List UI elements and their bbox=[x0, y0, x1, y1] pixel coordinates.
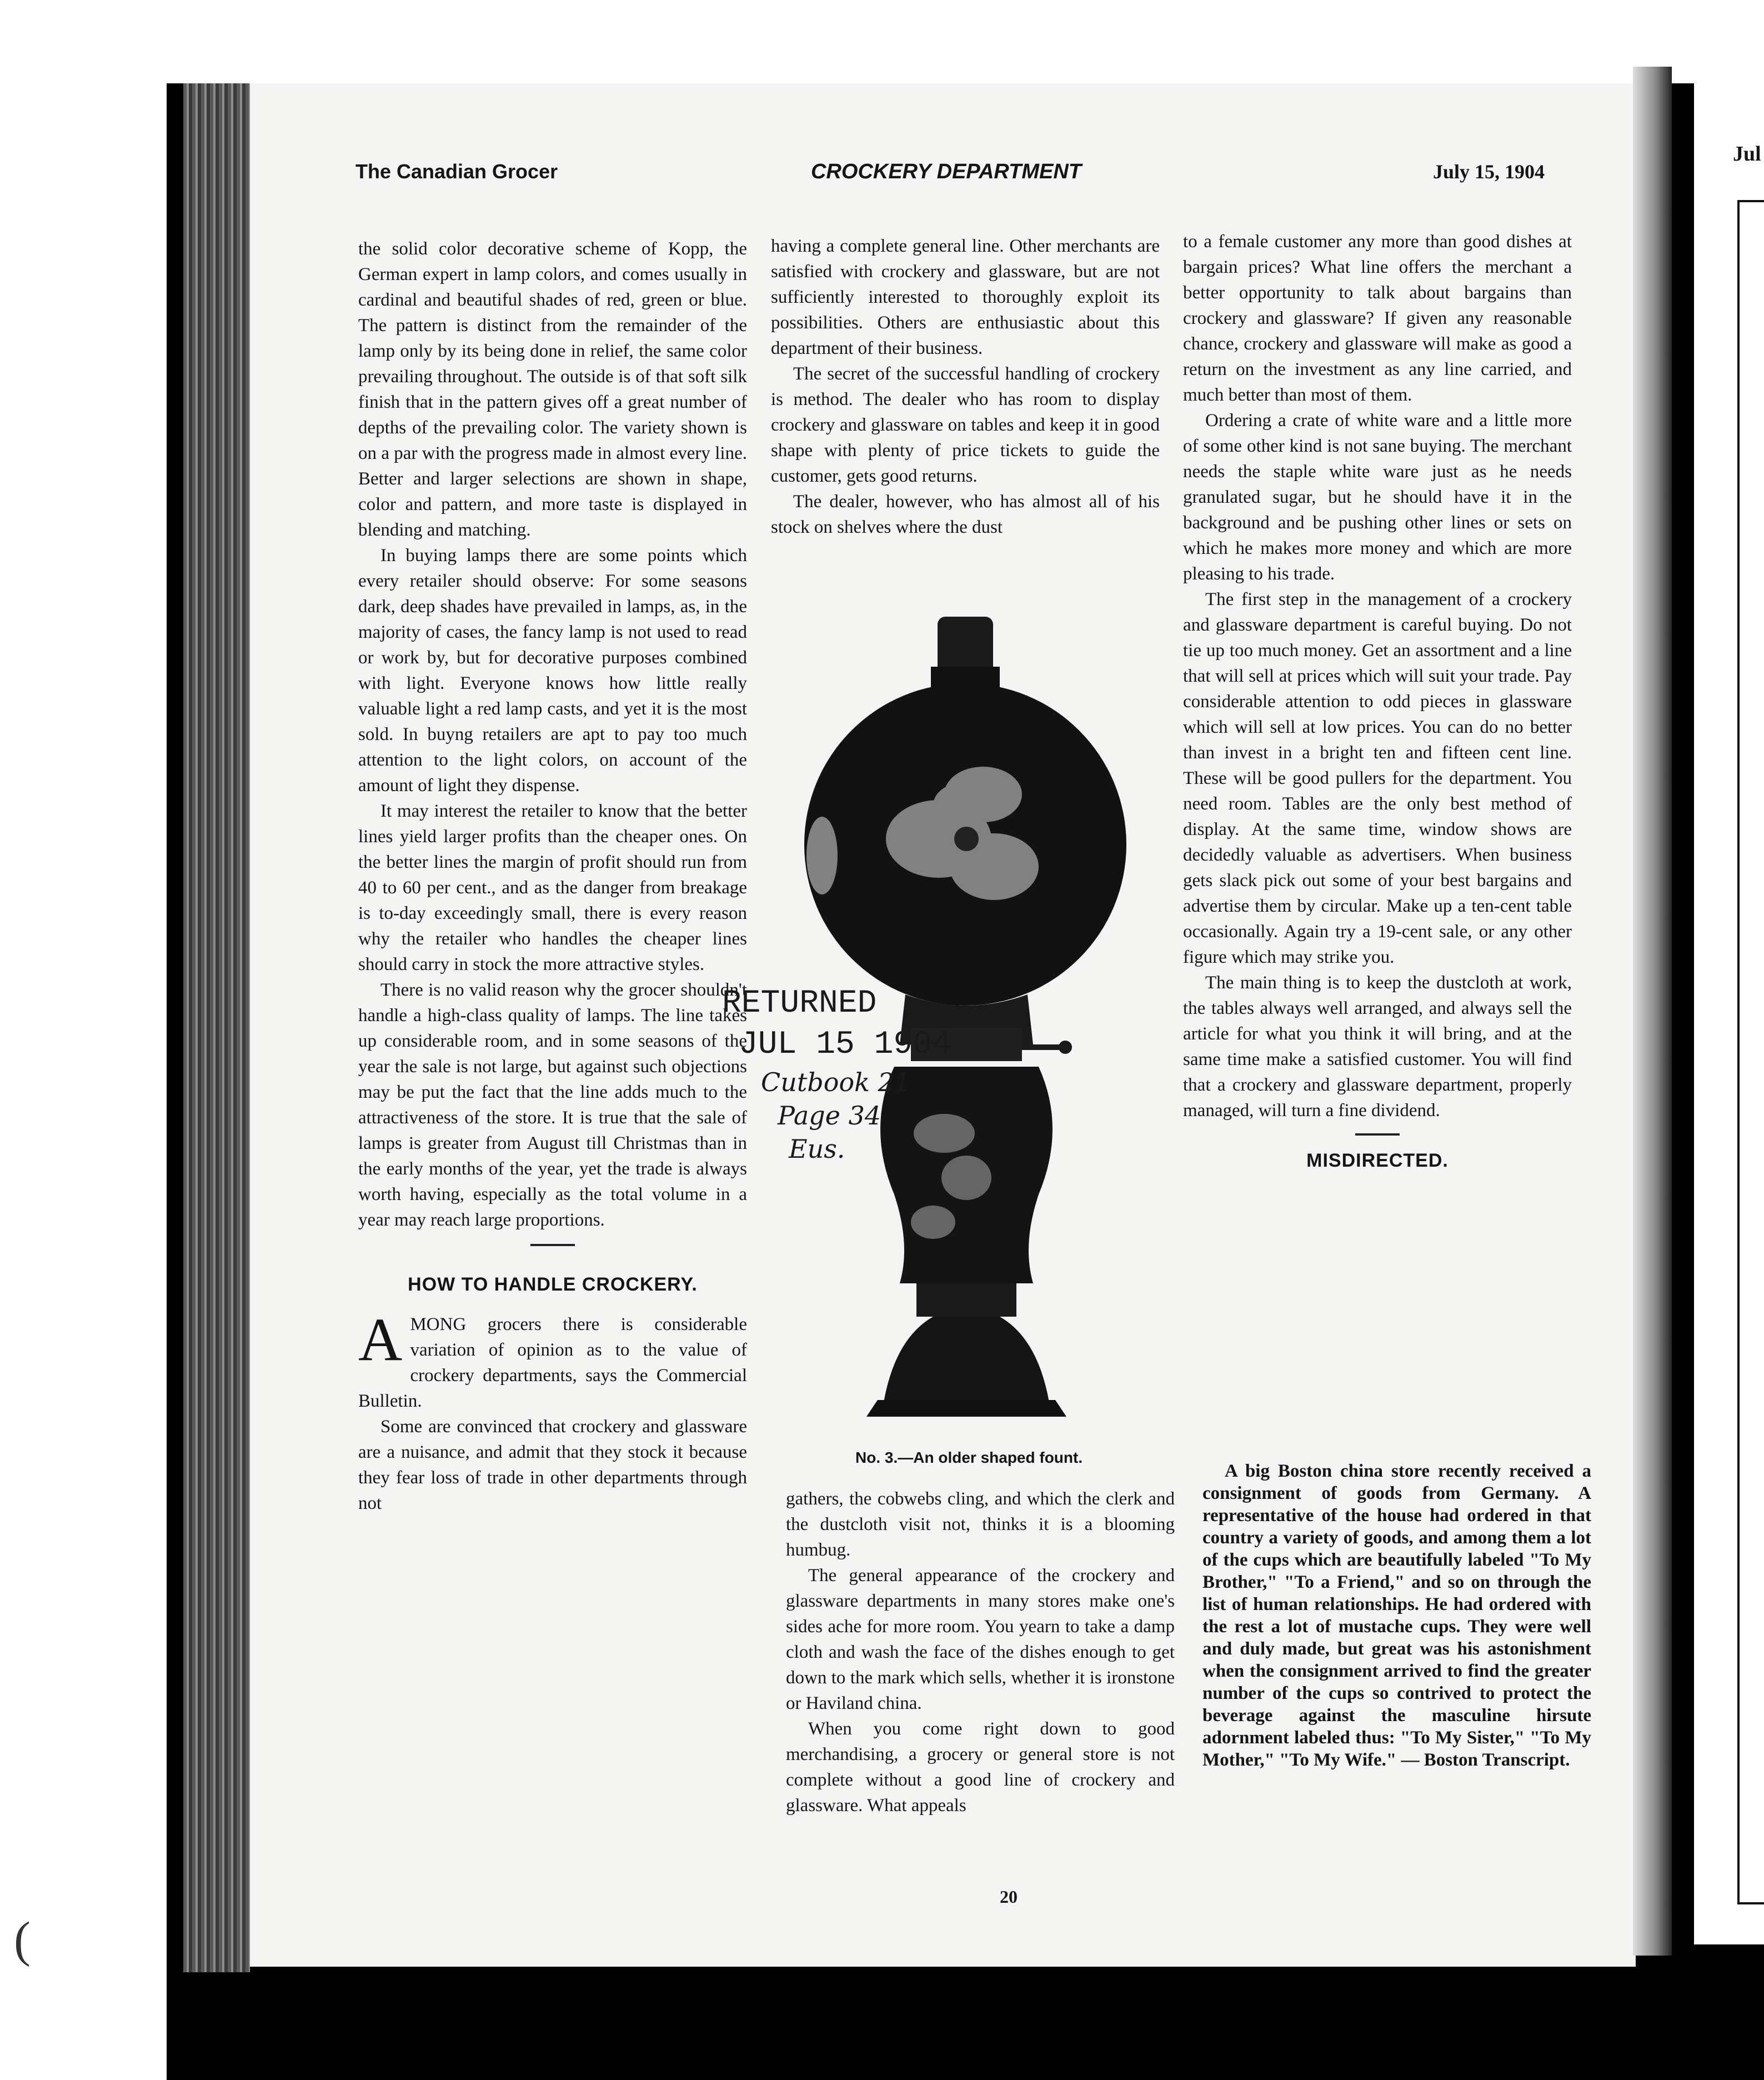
paragraph: It may interest the retailer to know that the better lines yield larger profits than the cheaper ones. On the better lines the margin of profit should run from 40 to 60 per cent., and as the danger from breakage is to-day exceedingly small, there is every reason why the retailer who handles the cheaper lines should carry in stock the more attractive styles. bbox=[358, 801, 747, 974]
paragraph: The secret of the successful handling of crockery is method. The dealer who has room to display crockery and glassware on tables and keep it in good shape with plenty of price tickets to guide the customer, gets good returns. bbox=[771, 364, 1160, 486]
middle-column-bottom bbox=[786, 1486, 1175, 1818]
paragraph: The general appearance of the crockery and glassware departments in many stores make one's sides ache for more room. You yearn to take a damp cloth and wash the face of the dishes enough to get down to the mark which sells, whether it is ironstone or Haviland china. bbox=[786, 1566, 1175, 1713]
paragraph: A big Boston china store recently received a consignment of goods from Germany. A representative of the house had ordered in that country a variety of goods, and among them a lot of the cups which are beautifully labeled "To My Brother," "To a Friend," and so on through the list of human relationships. He had ordered with the rest a lot of mustache cups. They were well and duly made, but great was his astonishment when the consignment arrived to find the greater number of the cups so contrived to protect the beverage against the masculine hirsute adornment labeled thus: "To My Sister," "To My Mother," "To My Wife." — Boston Transcript. bbox=[1202, 1461, 1591, 1770]
paragraph: gathers, the cobwebs cling, and which the clerk and the dustcloth visit not, thinks it is a blooming humbug. bbox=[786, 1489, 1175, 1560]
handwritten-note: Eus. bbox=[789, 1134, 845, 1164]
section-title: CROCKERY DEPARTMENT bbox=[811, 160, 1082, 183]
scan-bracket-mark: ( bbox=[14, 1912, 31, 1967]
middle-column-top bbox=[771, 233, 1160, 540]
paragraph: The dealer, however, who has almost all of his stock on shelves where the dust bbox=[771, 492, 1160, 537]
next-page-fragment: Jul bbox=[1733, 142, 1761, 166]
stamp-returned: RETURNED bbox=[722, 986, 877, 1022]
publication-name: The Canadian Grocer bbox=[355, 160, 558, 183]
paragraph: to a female customer any more than good dishes at bargain prices? What line offers the merchant a better opportunity to talk about bargains than crockery and glassware? If given any reasonable chance, crockery and glassware will make as good a return on the investment as any line carried, and much better than most of them. bbox=[1183, 232, 1572, 405]
article-heading: HOW TO HANDLE CROCKERY. bbox=[408, 1274, 698, 1295]
paragraph: AMONG grocers there is considerable variation of opinion as to the value of crockery departments, says the Commercial Bulletin. bbox=[358, 1306, 747, 1411]
paragraph: having a complete general line. Other merchants are satisfied with crockery and glassware, but are not sufficiently interested to thoroughly exploit its possibilities. Others are enthusiastic about this department of their business. bbox=[771, 236, 1160, 358]
stamp-date: JUL 15 1904 bbox=[739, 1027, 951, 1063]
paragraph: There is no valid reason why the grocer shouldn't handle a high-class quality of lamps. The line takes up considerable room, and in some seasons of the year the sale is not large, but against such objections may be put the fact that the line adds much to the attractiveness of the store. It is true that the sale of lamps is greater from August till Christmas than in the early months of the year, yet the trade is always worth having, especially as the total volume in a year may reach large proportions. bbox=[358, 980, 747, 1230]
handwritten-note: Cutbook 21 bbox=[761, 1067, 911, 1097]
issue-date: July 15, 1904 bbox=[1433, 161, 1545, 183]
section-divider bbox=[1355, 1133, 1400, 1136]
drop-cap: A bbox=[358, 1306, 403, 1373]
book-spine bbox=[183, 83, 250, 1972]
page-number: 20 bbox=[1000, 1887, 1018, 1907]
next-page-frame bbox=[1737, 200, 1764, 1904]
paragraph: Ordering a crate of white ware and a little more of some other kind is not sane buying. The merchant needs the staple white ware just as he needs granulated sugar, but he should have it in the background and be pushing other lines or sets on which he makes more money and which are more pleasing to his trade. bbox=[1183, 411, 1572, 584]
paragraph: The main thing is to keep the dustcloth at work, the tables always well arranged, and always sell the article for what you think it will bring, and at the same time make a satisfied customer. You will find that a crockery and glassware department, properly managed, will turn a fine dividend. bbox=[1183, 973, 1572, 1121]
paragraph: The first step in the management of a crockery and glassware department is careful buying. Do not tie up too much money. Get an assortment and a line that will sell at prices which will suit your trade. Pay considerable attention to odd pieces in glassware which will sell at low prices. You can do no better than invest in a bright ten and fifteen cent line. These will be good pullers for the department. You need room. Tables are the only best method of display. At the same time, window shows are decidedly valuable as advertisers. When business gets slack pick out some of your best bargains and advertise them by circular. Make up a ten-cent table occasionally. Again try a 19-cent sale, or any other figure which may strike you. bbox=[1183, 589, 1572, 967]
paragraph: When you come right down to good merchandising, a grocery or general store is not complete without a good line of crockery and glassware. What appeals bbox=[786, 1719, 1175, 1816]
paragraph: In buying lamps there are some points which every retailer should observe: For some seasons dark, deep shades have prevailed in lamps, as, in the majority of cases, the fancy lamp is not used to read or work by, but for decorative purposes combined with light. Everyone knows how little really valuable light a red lamp casts, and yet it is the most sold. In buyng retailers are apt to pay too much attention to the light colors, on account of the amount of light they dispense. bbox=[358, 546, 747, 796]
paragraph: Some are convinced that crockery and glassware are a nuisance, and admit that they stock it because they fear loss of trade in other departments through not bbox=[358, 1417, 747, 1513]
section-divider bbox=[530, 1244, 575, 1246]
right-column bbox=[1183, 229, 1572, 1188]
figure-caption: No. 3.—An older shaped fount. bbox=[855, 1449, 1083, 1466]
left-column bbox=[358, 236, 747, 1516]
returned-stamp bbox=[722, 983, 951, 1166]
article-heading: MISDIRECTED. bbox=[1306, 1150, 1449, 1171]
scan-left-margin bbox=[0, 0, 167, 2080]
paragraph: the solid color decorative scheme of Kopp, the German expert in lamp colors, and comes usually in cardinal and beautiful shades of red, green or blue. The pattern is distinct from the remainder of the lamp only by its being done in relief, the same color prevailing throughout. The outside is of that soft silk finish that in the pattern gives off a great number of depths of the prevailing color. The variety shown is on a par with the progress made in almost every line. Better and larger selections are shown in shape, color and pattern, and more taste is displayed in blending and matching. bbox=[358, 239, 747, 540]
misdirected-article bbox=[1202, 1460, 1591, 1771]
page-edge-curl bbox=[1633, 67, 1672, 1956]
handwritten-note: Page 34 bbox=[778, 1101, 881, 1131]
scan-top-margin bbox=[0, 0, 1764, 83]
